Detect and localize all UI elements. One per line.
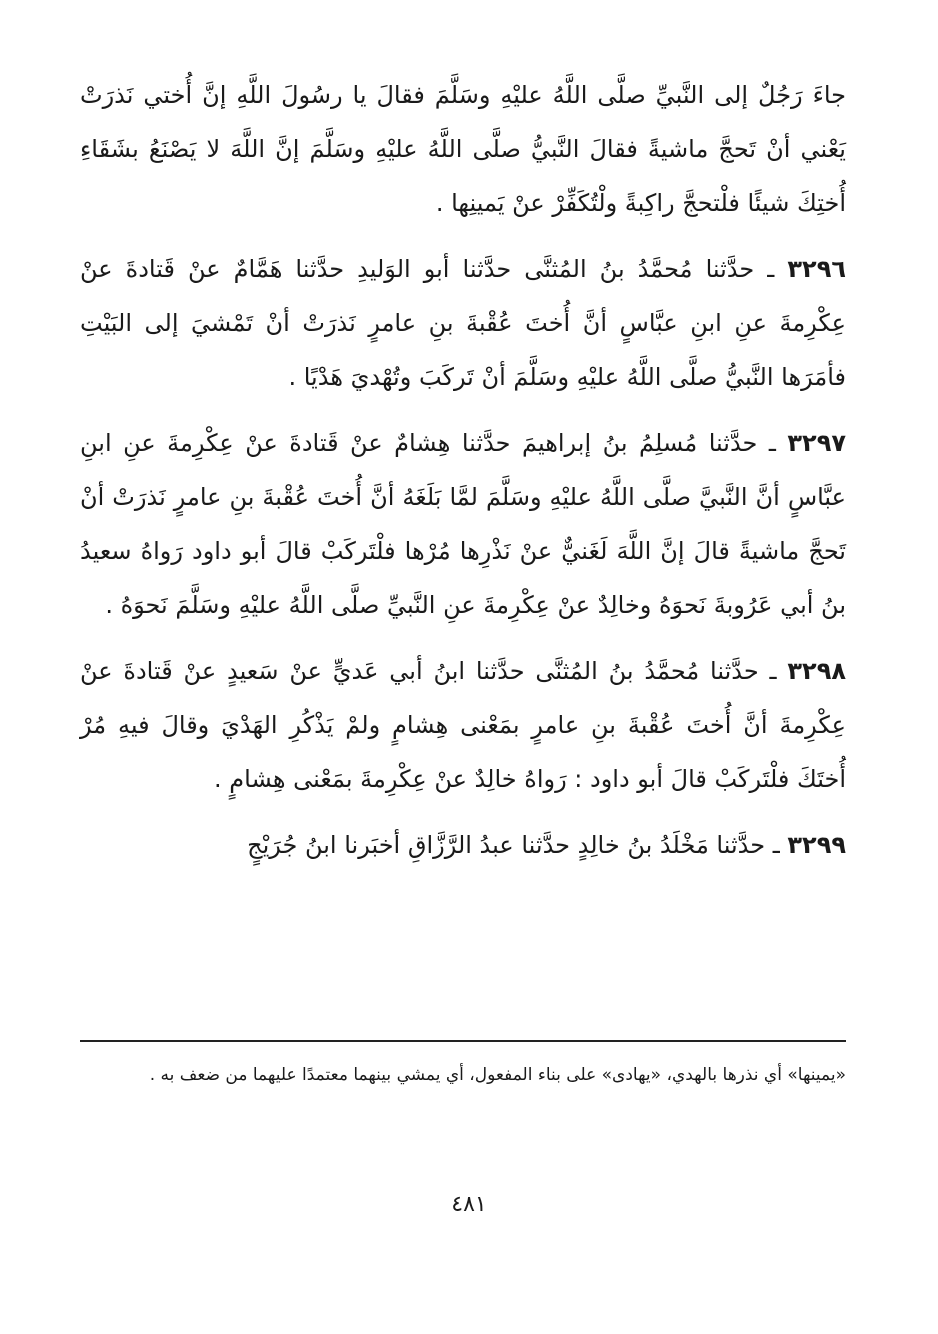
hadith-paragraph bbox=[80, 644, 846, 806]
footnote: «يمينها» أي نذرها بالهدي، «يهادى» على بناء المفعول، أي يمشي بينهما معتمدًا عليهما من ضعف به . bbox=[149, 1065, 846, 1085]
paragraph-text: ـ حدَّثنا مَخْلَدُ بنُ خالِدٍ حدَّثنا عبدُ الرَّزَّاقِ أخبَرنا ابنُ جُرَيْجٍ bbox=[247, 831, 780, 859]
paragraph-text: ـ حدَّثنا مُسلِمُ بنُ إبراهيمَ حدَّثنا هِشامٌ عنْ قَتادةَ عنْ عِكْرِمةَ عنِ ابنِ عبَّاسٍ أنَّ النَّبيَّ صلَّى اللَّهُ عليْهِ وسَلَّمَ لمَّا بَلَغَهُ أنَّ أُختَ عُقْبةَ بنِ عامرٍ نَذرَتْ أنْ تَحجَّ ماشيةً قالَ إنَّ اللَّهَ لَغَنيٌّ عنْ نَذْرِها مُرْها فلْتَركَبْ قالَ أبو داود رَواهُ سعيدُ بنُ أبي عَرُوبةَ نَحوَهُ وخالِدٌ عنْ عِكْرِمةَ عنِ النَّبيِّ صلَّى اللَّهُ عليْهِ وسَلَّمَ نَحوَهُ . bbox=[80, 429, 846, 619]
paragraph-text: جاءَ رَجُلٌ إلى النَّبيِّ صلَّى اللَّهُ عليْهِ وسَلَّمَ فقالَ يا رسُولَ اللَّهِ إنَّ أُختي نَذرَتْ يَعْني أنْ تَحجَّ ماشيةً فقالَ النَّبيُّ صلَّى اللَّهُ عليْهِ وسَلَّمَ إنَّ اللَّهَ لا يَصْنَعُ بشَقَاءِ أُختِكَ شيئًا فلْتحجَّ راكِبةً ولْتُكَفِّرْ عنْ يَمينِها . bbox=[80, 81, 846, 217]
hadith-text-body bbox=[80, 68, 846, 884]
paragraph-continuation bbox=[80, 68, 846, 230]
paragraph-text: ـ حدَّثنا مُحمَّدُ بنُ المُثنَّى حدَّثنا أبو الوَليدِ حدَّثنا هَمَّامٌ عنْ قَتادةَ عنْ عِكْرِمةَ عنِ ابنِ عبَّاسٍ أنَّ أُختَ عُقْبةَ بنِ عامرٍ نَذرَتْ أنْ تَمْشيَ إلى البَيْتِ فأمَرَها النَّبيُّ صلَّى اللَّهُ عليْهِ وسَلَّمَ أنْ تَركَبَ وتُهْديَ هَدْيًا . bbox=[80, 255, 846, 391]
hadith-number: ٣٢٩٦ bbox=[787, 255, 846, 283]
hadith-number: ٣٢٩٧ bbox=[787, 429, 846, 457]
paragraph-text: ـ حدَّثنا مُحمَّدُ بنُ المُثنَّى حدَّثنا ابنُ أبي عَديٍّ عنْ سَعيدٍ عنْ قَتادةَ عنْ عِكْرِمةَ أنَّ أُختَ عُقْبةَ بنِ عامرٍ بمَعْنى هِشامٍ ولمْ يَذْكُرِ الهَدْيَ وقالَ فيهِ مُرْ أُختَكَ فلْتَركَبْ قالَ أبو داود : رَواهُ خالِدٌ عنْ عِكْرِمةَ بمَعْنى هِشامٍ . bbox=[80, 657, 846, 793]
hadith-number: ٣٢٩٨ bbox=[787, 657, 846, 685]
hadith-paragraph bbox=[80, 818, 846, 872]
hadith-paragraph bbox=[80, 242, 846, 404]
hadith-paragraph bbox=[80, 416, 846, 632]
hadith-number: ٣٢٩٩ bbox=[787, 831, 846, 859]
page-number: ٤٨١ bbox=[451, 1192, 487, 1217]
footnote-divider bbox=[80, 1040, 846, 1042]
